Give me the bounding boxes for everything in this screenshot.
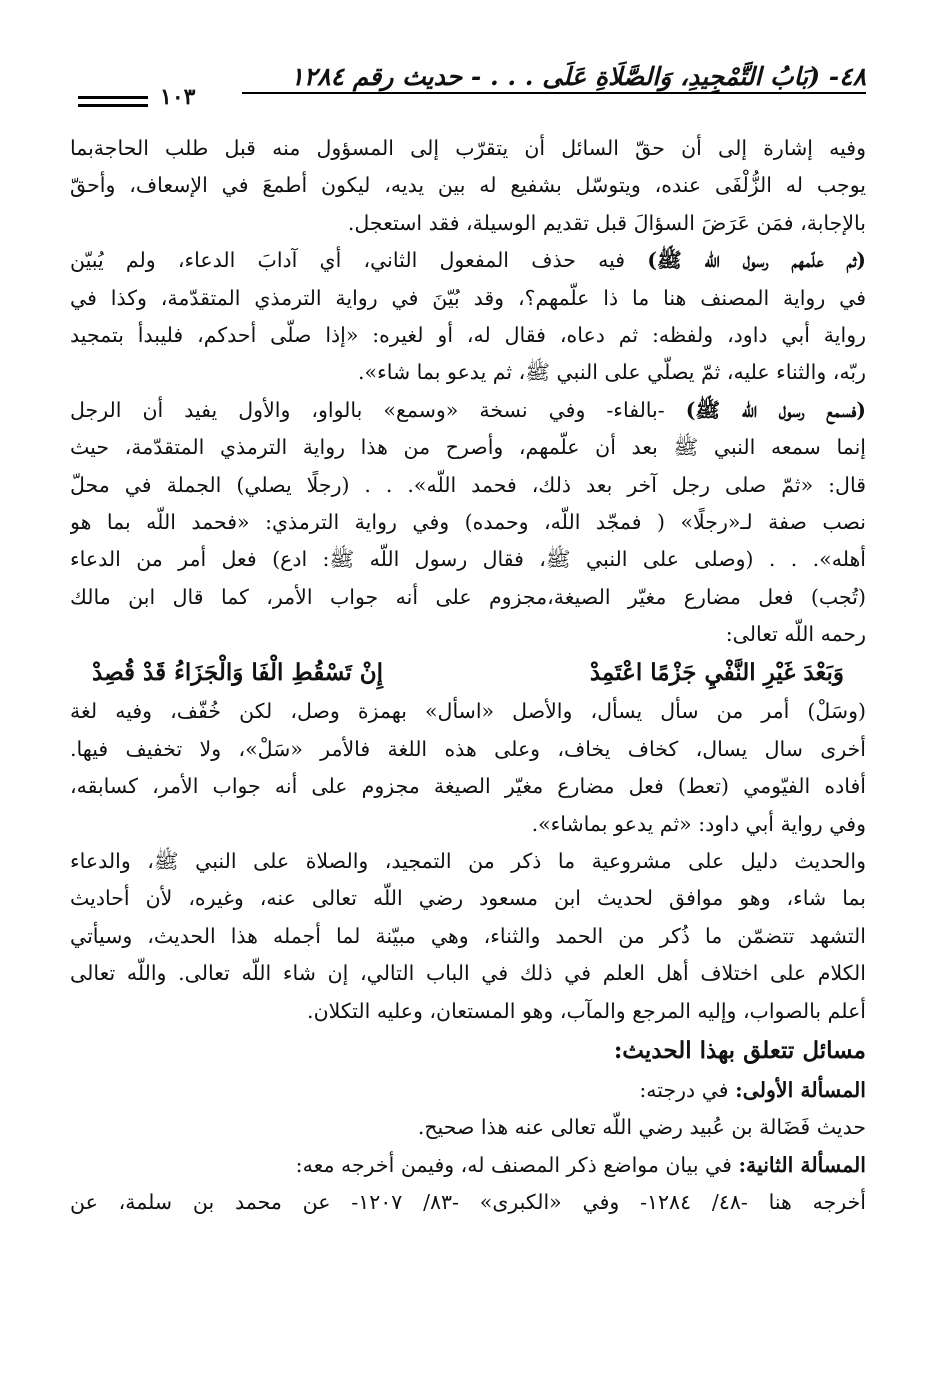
page-number: ١٠٣	[160, 84, 196, 110]
line-text: أخرى سال يسال، كخاف يخاف، وعلى هذه اللغة فالأمر «سَلْ»، ولا تخفيف فيها.	[70, 736, 866, 761]
text-line	[70, 541, 866, 578]
bold-lemma: المسألة الأولى:	[735, 1077, 866, 1102]
text-line	[70, 1147, 866, 1184]
verse-second-hemistich: إِنْ تَسْقُطِ الْفَا وَالْجَزَاءُ قَدْ قُصِدْ	[92, 659, 384, 687]
line-text: وفيه إشارة إلى أن حقّ السائل أن يتقرّب إلى المسؤول منه قبل طلب الحاجةبما	[70, 136, 866, 160]
text-line	[70, 731, 866, 768]
line-text: التشهد تتضمّن ما ذُكر من الحمد والثناء، وهي مبيّنة لما أجمله هذا الحديث، وسيأتي	[70, 923, 866, 948]
text-line	[70, 806, 866, 843]
line-text: -بالفاء- وفي نسخة «وسمع» بالواو، والأول يفيد أن الرجل	[70, 397, 686, 422]
text-line	[70, 205, 866, 242]
line-text: الكلام على اختلاف أهل العلم في ذلك في الباب التالي، إن شاء اللّه تعالى. واللّه تعالى	[70, 961, 866, 986]
text-line	[70, 1072, 866, 1109]
line-text: ربّه، والثناء عليه، ثمّ يصلّي على النبي ﷺ، ثم يدعو بما شاء».	[358, 360, 866, 385]
line-text: قال: «ثمّ صلى رجل آخر بعد ذلك، فحمد اللّه». . . (رجلًا يصلي) الجملة في محلّ	[70, 472, 866, 497]
bold-lemma: (فسمع رسول اللّه ﷺ)	[685, 397, 866, 422]
text-line	[70, 167, 866, 204]
text-line	[70, 392, 866, 429]
bold-lemma: المسألة الثانية:	[738, 1152, 866, 1177]
text-line	[70, 843, 866, 880]
bold-lemma: (ثم علّمهم رسول اللّه ﷺ)	[647, 248, 866, 273]
line-text: (تُجب) فعل مضارع مغيّر الصيغة،مجزوم على أنه جواب الأمر، كما قال ابن مالك	[70, 584, 866, 609]
line-text: بالإجابة، فمَن عَرَضَ السؤالَ قبل تقديم الوسيلة، فقد استعجل.	[347, 210, 866, 235]
line-text: نصب صفة لـ«رجلًا» ( فمجّد اللّه، وحمده) وفي رواية الترمذي: «فحمد اللّه بما هو	[70, 509, 866, 534]
text-line	[70, 429, 866, 466]
text-line	[70, 1184, 866, 1221]
text-line	[70, 242, 866, 279]
text-line	[70, 467, 866, 504]
line-text: (وسَلْ) أمر من سأل يسأل، والأصل «اسأل» بهمزة وصل، لكن خُفّف، وفيه لغة	[70, 699, 866, 724]
line-text: أفاده الفيّومي (تعط) فعل مضارع مغيّر الصيغة مجزوم على أنه جواب الأمر، كسابقه،	[70, 774, 866, 799]
text-line	[70, 354, 866, 391]
text-line	[70, 918, 866, 955]
text-line	[70, 616, 866, 653]
text-line	[70, 880, 866, 917]
poetry-verse	[70, 653, 866, 693]
header-rule	[242, 92, 866, 94]
text-line	[70, 504, 866, 541]
line-text: في رواية المصنف هنا ما ذا علّمهم؟، وقد بُيّنَ في رواية الترمذي المتقدّمة، وكذا في	[70, 285, 866, 310]
text-line	[70, 130, 866, 167]
text-line	[70, 993, 866, 1030]
text-line	[70, 280, 866, 317]
line-text: أهله». . . (وصلى على النبي ﷺ، فقال رسول اللّه ﷺ: ادع) فعل أمر من الدعاء	[70, 547, 866, 572]
book-page	[70, 40, 866, 1360]
line-text: إنما سمعه النبي ﷺ بعد أن علّمهم، وأصرح من هذا رواية الترمذي المتقدّمة، حيث	[70, 435, 866, 460]
line-text: في درجته:	[639, 1077, 736, 1102]
line-text: والحديث دليل على مشروعية ما ذكر من التمجيد، والصلاة على النبي ﷺ، والدعاء	[70, 849, 866, 874]
text-line	[70, 693, 866, 730]
line-text: وفي رواية أبي داود: «ثم يدعو بماشاء».	[531, 811, 866, 836]
line-text: يوجب له الزُّلْفَى عنده، ويتوسّل بشفيع له بين يديه، ليكون أطمعَ في الإسعاف، وأحقّ	[70, 173, 866, 198]
text-line	[70, 1109, 866, 1146]
line-text: أعلم بالصواب، وإليه المرجع والمآب، وهو المستعان، وعليه التكلان.	[307, 998, 866, 1023]
text-line	[70, 768, 866, 805]
page-header	[70, 40, 866, 110]
line-text: فيه حذف المفعول الثاني، أي آدابَ الدعاء، ولم يُبيّن	[70, 248, 648, 273]
line-text: رحمه اللّه تعالى:	[725, 622, 866, 647]
text-line	[70, 317, 866, 354]
text-line	[70, 579, 866, 616]
line-text: رواية أبي داود، ولفظه: ثم دعاه، فقال له، أو لغيره: «إذا صلّى أحدكم، فليبدأ بتمجيد	[70, 322, 866, 347]
text-line	[70, 955, 866, 992]
page-number-rule-bottom	[78, 104, 148, 107]
line-text: أخرجه هنا -٤٨/ ١٢٨٤- وفي «الكبرى» -٨٣/ ١٢٠٧- عن محمد بن سلمة، عن	[70, 1190, 866, 1215]
line-text: في بيان مواضع ذكر المصنف له، وفيمن أخرجه معه:	[295, 1152, 739, 1177]
line-text: حديث فَضَالة بن عُبيد رضي اللّه تعالى عنه هذا صحيح.	[417, 1115, 866, 1140]
page-number-rule-top	[78, 96, 148, 99]
verse-first-hemistich: وَبَعْدَ غَيْرِ النَّفْيِ جَزْمًا اعْتَمِدْ	[589, 659, 844, 687]
running-title: ٤٨- (بَابُ التَّمْجِيدِ، وَالصَّلَاةِ عَلَى . . . - حديث رقم ١٢٨٤	[290, 62, 866, 91]
line-text: بما شاء، وهو موافق لحديث ابن مسعود رضي اللّه تعالى عنه، وغيره، لأن أحاديث	[70, 886, 866, 911]
section-heading: مسائل تتعلق بهذا الحديث:	[613, 1036, 866, 1064]
body-text	[70, 130, 866, 1222]
